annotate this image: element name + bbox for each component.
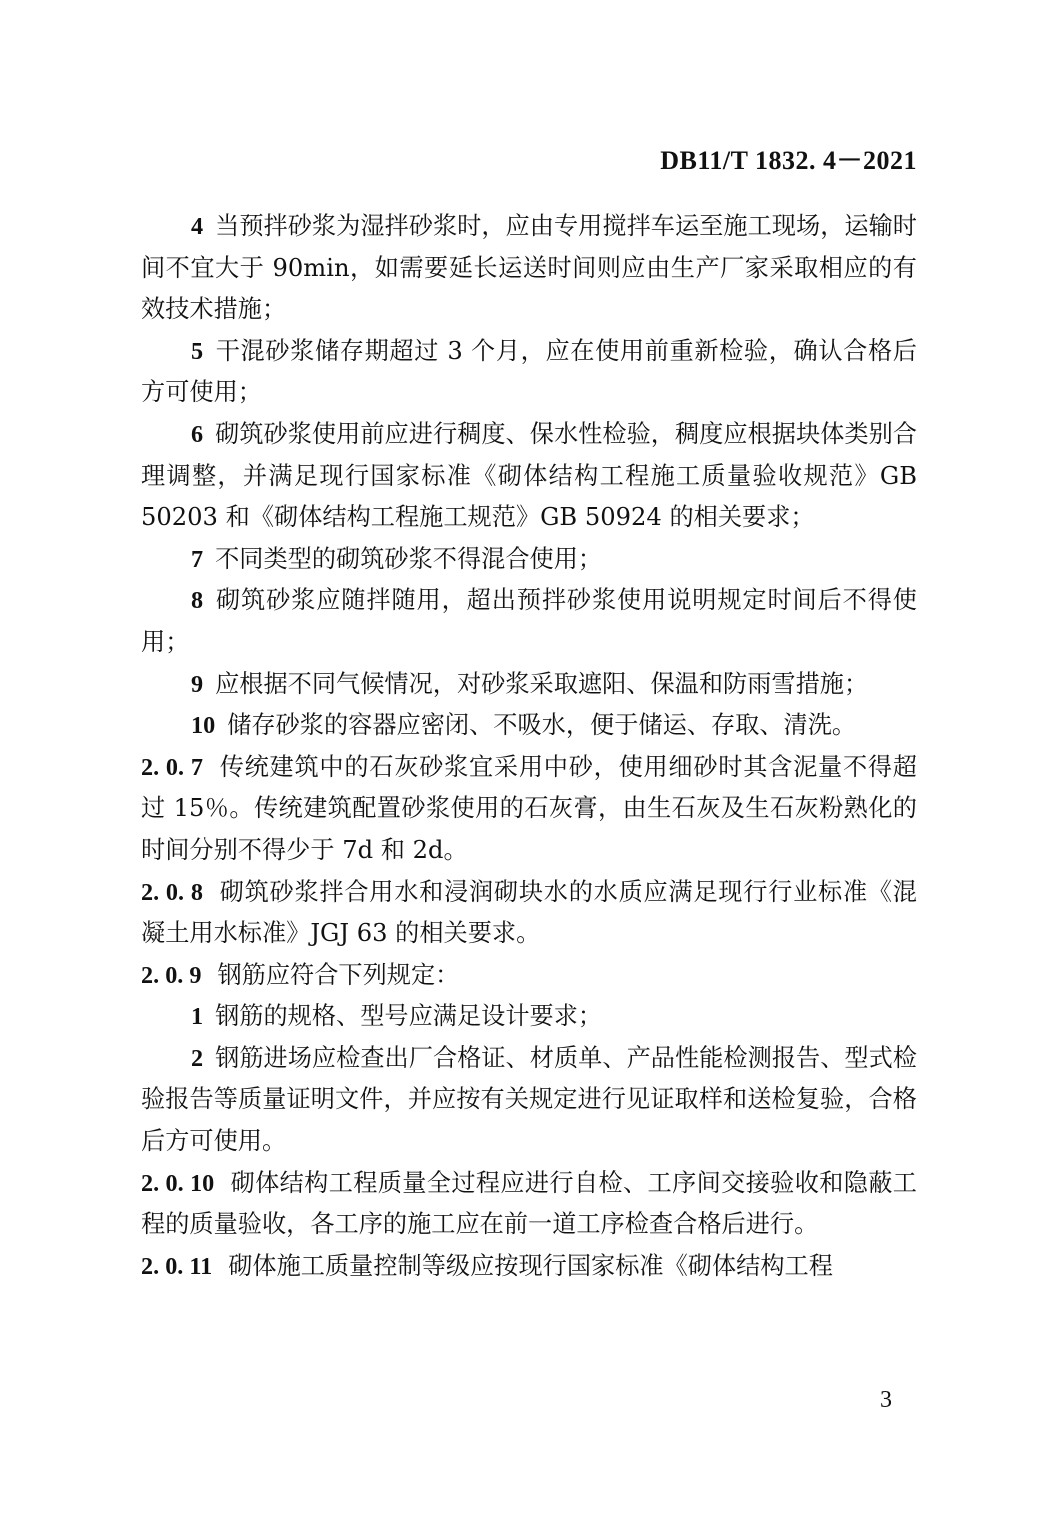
clause-number: 2. 0. 9	[141, 961, 202, 989]
clause-2-0-11	[141, 1246, 917, 1288]
clause-text: 砌体结构工程质量全过程应进行自检、工序间交接验收和隐蔽工程的质量验收，各工序的施工应在前一道工序检查合格后进行。	[141, 1168, 917, 1239]
sub-item-2	[141, 1038, 917, 1163]
clause-number: 2. 0. 10	[141, 1169, 215, 1197]
clause-2-0-8	[141, 872, 917, 955]
item-number: 5	[191, 337, 204, 365]
item-text: 钢筋的规格、型号应满足设计要求；	[215, 1002, 603, 1031]
clause-2-0-7	[141, 747, 917, 872]
item-number: 7	[191, 545, 204, 573]
clause-number: 2. 0. 7	[141, 753, 203, 781]
item-text: 当预拌砂浆为湿拌砂浆时，应由专用搅拌车运至施工现场，运输时间不宜大于 90min，如需要延长运送时间则应由生产厂家采取相应的有效技术措施；	[141, 212, 917, 324]
item-text: 砌筑砂浆应随拌随用，超出预拌砂浆使用说明规定时间后不得使用；	[141, 586, 917, 656]
item-number: 9	[191, 670, 204, 698]
item-text: 钢筋进场应检查出厂合格证、材质单、产品性能检测报告、型式检验报告等质量证明文件，并应按有关规定进行见证取样和送检复验，合格后方可使用。	[141, 1043, 917, 1156]
item-number: 10	[191, 712, 216, 740]
clause-text: 传统建筑中的石灰砂浆宜采用中砂，使用细砂时其含泥量不得超过 15％。传统建筑配置砂浆使用的石灰膏，由生石灰及生石灰粉熟化的时间分别不得少于 7d 和 2d。	[141, 752, 917, 864]
document-body	[141, 206, 917, 1287]
sub-item-5	[141, 331, 917, 414]
item-number: 6	[191, 420, 204, 448]
item-number: 4	[191, 213, 204, 240]
item-number: 2	[191, 1044, 204, 1072]
sub-item-10	[141, 705, 917, 747]
sub-item-1	[141, 996, 917, 1038]
clause-text: 砌筑砂浆拌合用水和浸润砌块水的水质应满足现行行业标准《混凝土用水标准》JGJ 63 的相关要求。	[141, 877, 917, 948]
clause-2-0-9	[141, 955, 917, 997]
item-text: 砌筑砂浆使用前应进行稠度、保水性检验，稠度应根据块体类别合理调整，并满足现行国家标准《砌体结构工程施工质量验收规范》GB 50203 和《砌体结构工程施工规范》GB 50924 的相关要求；	[141, 419, 917, 532]
sub-item-4	[141, 206, 917, 331]
item-text: 干混砂浆储存期超过 3 个月，应在使用前重新检验，确认合格后方可使用；	[141, 336, 917, 407]
item-text: 储存砂浆的容器应密闭、不吸水，便于储运、存取、清洗。	[227, 711, 857, 740]
sub-item-8	[141, 580, 917, 663]
item-number: 8	[191, 587, 204, 615]
item-text: 不同类型的砌筑砂浆不得混合使用；	[215, 544, 603, 573]
sub-item-9	[141, 664, 917, 706]
sub-item-6	[141, 414, 917, 539]
sub-item-7	[141, 539, 917, 581]
clause-text: 钢筋应符合下列规定：	[217, 960, 460, 989]
clause-2-0-10	[141, 1163, 917, 1246]
item-number: 1	[191, 1003, 204, 1031]
document-code: DB11/T 1832. 4－2021	[660, 146, 917, 175]
page-number: 3	[880, 1387, 892, 1413]
clause-number: 2. 0. 11	[141, 1252, 213, 1280]
item-text: 应根据不同气候情况，对砂浆采取遮阳、保温和防雨雪措施；	[215, 669, 869, 698]
clause-text: 砌体施工质量控制等级应按现行国家标准《砌体结构工程	[228, 1251, 833, 1280]
clause-number: 2. 0. 8	[141, 878, 203, 906]
